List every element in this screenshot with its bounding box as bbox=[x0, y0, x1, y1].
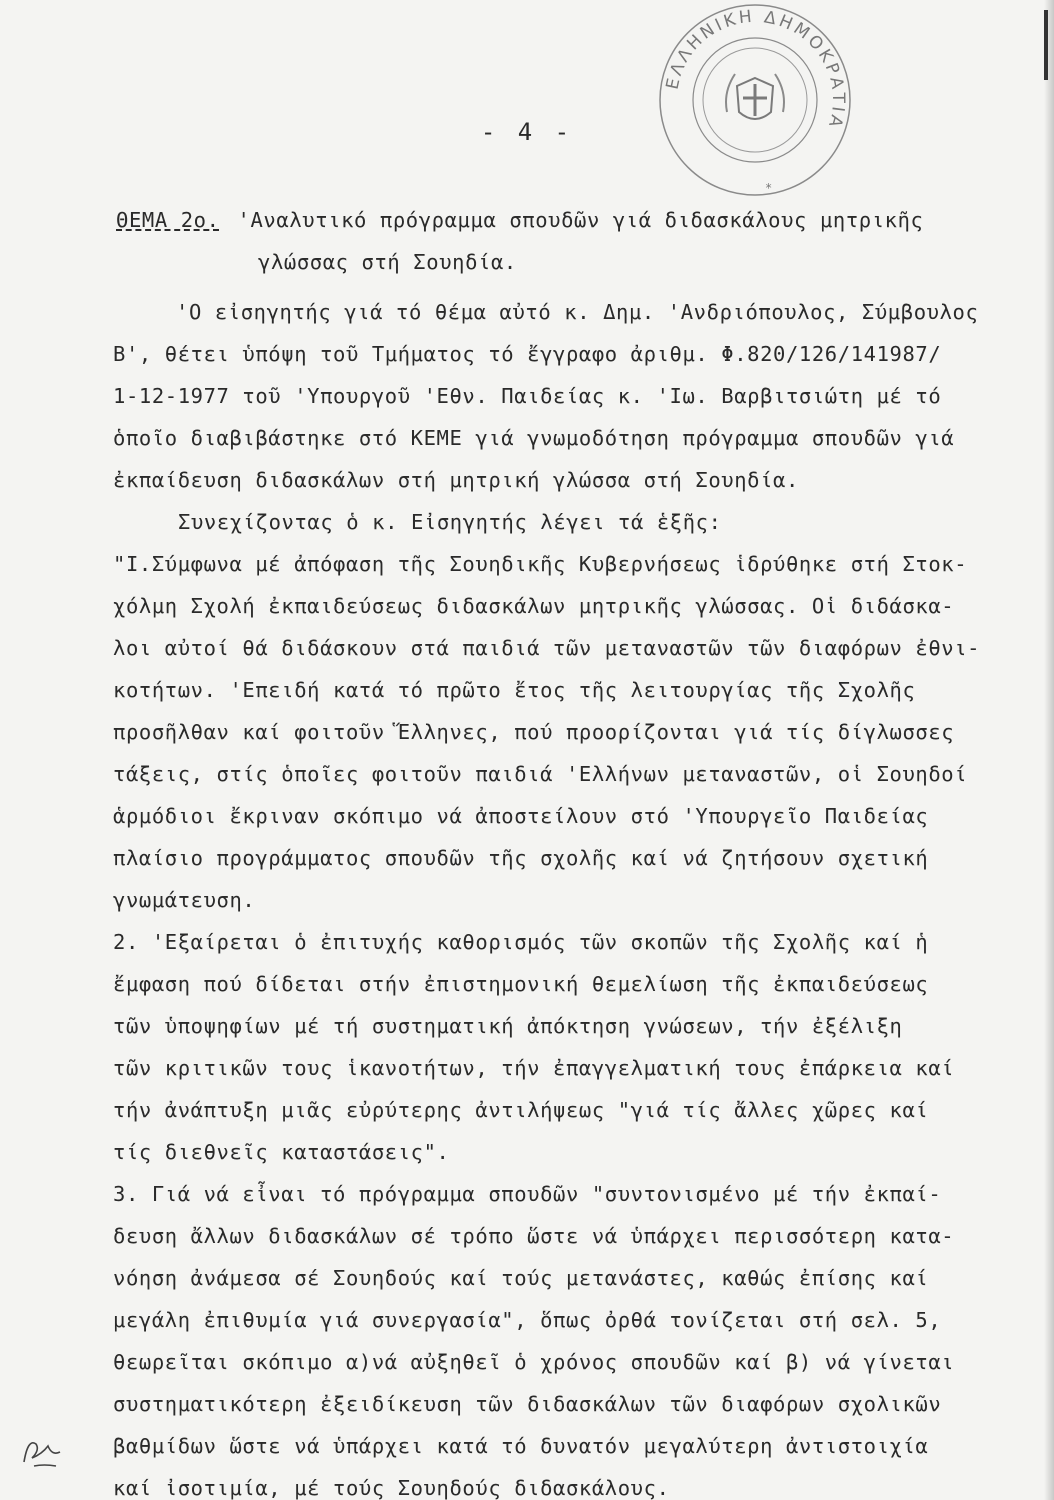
subject-title-line1: 'Αναλυτικό πρόγραμμα σπουδῶν γιά διδασκάλους μητρικῆς bbox=[237, 208, 924, 232]
body-line: τάξεις, στίς ὁποῖες φοιτοῦν παιδιά 'Ελλήνων μεταναστῶν, οἱ Σουηδοί bbox=[113, 762, 968, 786]
subject-heading bbox=[116, 208, 923, 232]
svg-text:*: * bbox=[765, 181, 773, 195]
page-edge-mark bbox=[1044, 10, 1048, 80]
intro-line: 1-12-1977 τοῦ 'Υπουργοῦ 'Εθν. Παιδείας κ. 'Ιω. Βαρβιτσιώτη μέ τό bbox=[113, 384, 942, 408]
seal-ring-text: ΕΛΛΗΝΙΚΗ ΔΗΜΟΚΡΑΤΙΑ bbox=[662, 6, 849, 133]
body-line: καί ἰσοτιμία, μέ τούς Σουηδούς διδασκάλους. bbox=[113, 1476, 670, 1500]
body-line: προσῆλθαν καί φοιτοῦν Ἕλληνες, πού προορίζονται γιά τίς δίγλωσσες bbox=[113, 720, 955, 744]
official-seal-icon bbox=[655, 0, 855, 200]
body-line: λοι αὐτοί θά διδάσκουν στά παιδιά τῶν μεταναστῶν τῶν διαφόρων ἐθνι- bbox=[113, 636, 981, 660]
subject-label: ΘΕΜΑ 2ο. bbox=[116, 208, 220, 232]
body-line: ἔμφαση πού δίδεται στήν ἐπιστημονική θεμελίωση τῆς ἐκπαιδεύσεως bbox=[113, 972, 929, 996]
intro-line: ὁποῖο διαβιβάστηκε στό ΚΕΜΕ γιά γνωμοδότηση πρόγραμμα σπουδῶν γιά bbox=[113, 426, 955, 450]
body-line: βαθμίδων ὥστε νά ὑπάρχει κατά τό δυνατόν μεγαλύτερη ἀντιστοιχία bbox=[113, 1434, 929, 1458]
body-line: δευση ἄλλων διδασκάλων σέ τρόπο ὥστε νά ὑπάρχει περισσότερη κατα- bbox=[113, 1224, 955, 1248]
body-line: τῶν ὑποψηφίων μέ τή συστηματική ἀπόκτηση γνώσεων, τήν ἐξέλιξη bbox=[113, 1014, 903, 1038]
intro-line: ἐκπαίδευση διδασκάλων στή μητρική γλώσσα στή Σουηδία. bbox=[113, 468, 799, 492]
body-line: πλαίσιο προγράμματος σπουδῶν τῆς σχολῆς καί νά ζητήσουν σχετική bbox=[113, 846, 929, 870]
body-line: χόλμη Σχολή ἐκπαιδεύσεως διδασκάλων μητρικῆς γλώσσας. Οἱ διδάσκα- bbox=[113, 594, 955, 618]
body-line: μεγάλη ἐπιθυμία γιά συνεργασία", ὅπως ὀρθά τονίζεται στή σελ. 5, bbox=[113, 1308, 942, 1332]
subject-title-line2: γλώσσας στή Σουηδία. bbox=[258, 250, 517, 274]
body-line: "Ι.Σύμφωνα μέ ἀπόφαση τῆς Σουηδικῆς Κυβερνήσεως ἱδρύθηκε στή Στοκ- bbox=[113, 552, 968, 576]
intro-line: Β', θέτει ὑπόψη τοῦ Τμήματος τό ἔγγραφο ἀριθμ. Φ.820/126/141987/ bbox=[113, 342, 942, 366]
intro-line: 'Ο εἰσηγητής γιά τό θέμα αὐτό κ. Δημ. 'Ανδριόπουλος, Σύμβουλος bbox=[176, 300, 979, 324]
body-line: συστηματικότερη ἐξειδίκευση τῶν διδασκάλων τῶν διαφόρων σχολικῶν bbox=[113, 1392, 942, 1416]
body-line: νόηση ἀνάμεσα σέ Σουηδούς καί τούς μετανάστες, καθώς ἐπίσης καί bbox=[113, 1266, 929, 1290]
body-line: τῶν κριτικῶν τους ἱκανοτήτων, τήν ἐπαγγελματική τους ἐπάρκεια καί bbox=[113, 1056, 955, 1080]
body-line: τήν ἀνάπτυξη μιᾶς εὐρύτερης ἀντιλήψεως "γιά τίς ἄλλες χῶρες καί bbox=[113, 1098, 929, 1122]
page-edge-shadow bbox=[1044, 0, 1054, 1500]
body-line: 2. 'Εξαίρεται ὁ ἐπιτυχής καθορισμός τῶν σκοπῶν τῆς Σχολῆς καί ἡ bbox=[113, 930, 929, 954]
body-line: τίς διεθνεῖς καταστάσεις". bbox=[113, 1140, 450, 1164]
body-line: κοτήτων. 'Επειδή κατά τό πρῶτο ἔτος τῆς λειτουργίας τῆς Σχολῆς bbox=[113, 678, 916, 702]
intro-line: Συνεχίζοντας ὁ κ. Εἰσηγητής λέγει τά ἑξῆς: bbox=[178, 510, 722, 534]
page-number: - 4 - bbox=[480, 118, 574, 146]
handwritten-initials-icon bbox=[18, 1432, 68, 1472]
body-line: θεωρεῖται σκόπιμο α)νά αὐξηθεῖ ὁ χρόνος σπουδῶν καί β) νά γίνεται bbox=[113, 1350, 955, 1374]
body-line: 3. Γιά νά εἶναι τό πρόγραμμα σπουδῶν "συντονισμένο μέ τήν ἐκπαί- bbox=[113, 1182, 942, 1206]
body-line: ἁρμόδιοι ἔκριναν σκόπιμο νά ἀποστείλουν στό 'Υπουργεῖο Παιδείας bbox=[113, 804, 929, 828]
body-line: γνωμάτευση. bbox=[113, 888, 256, 912]
